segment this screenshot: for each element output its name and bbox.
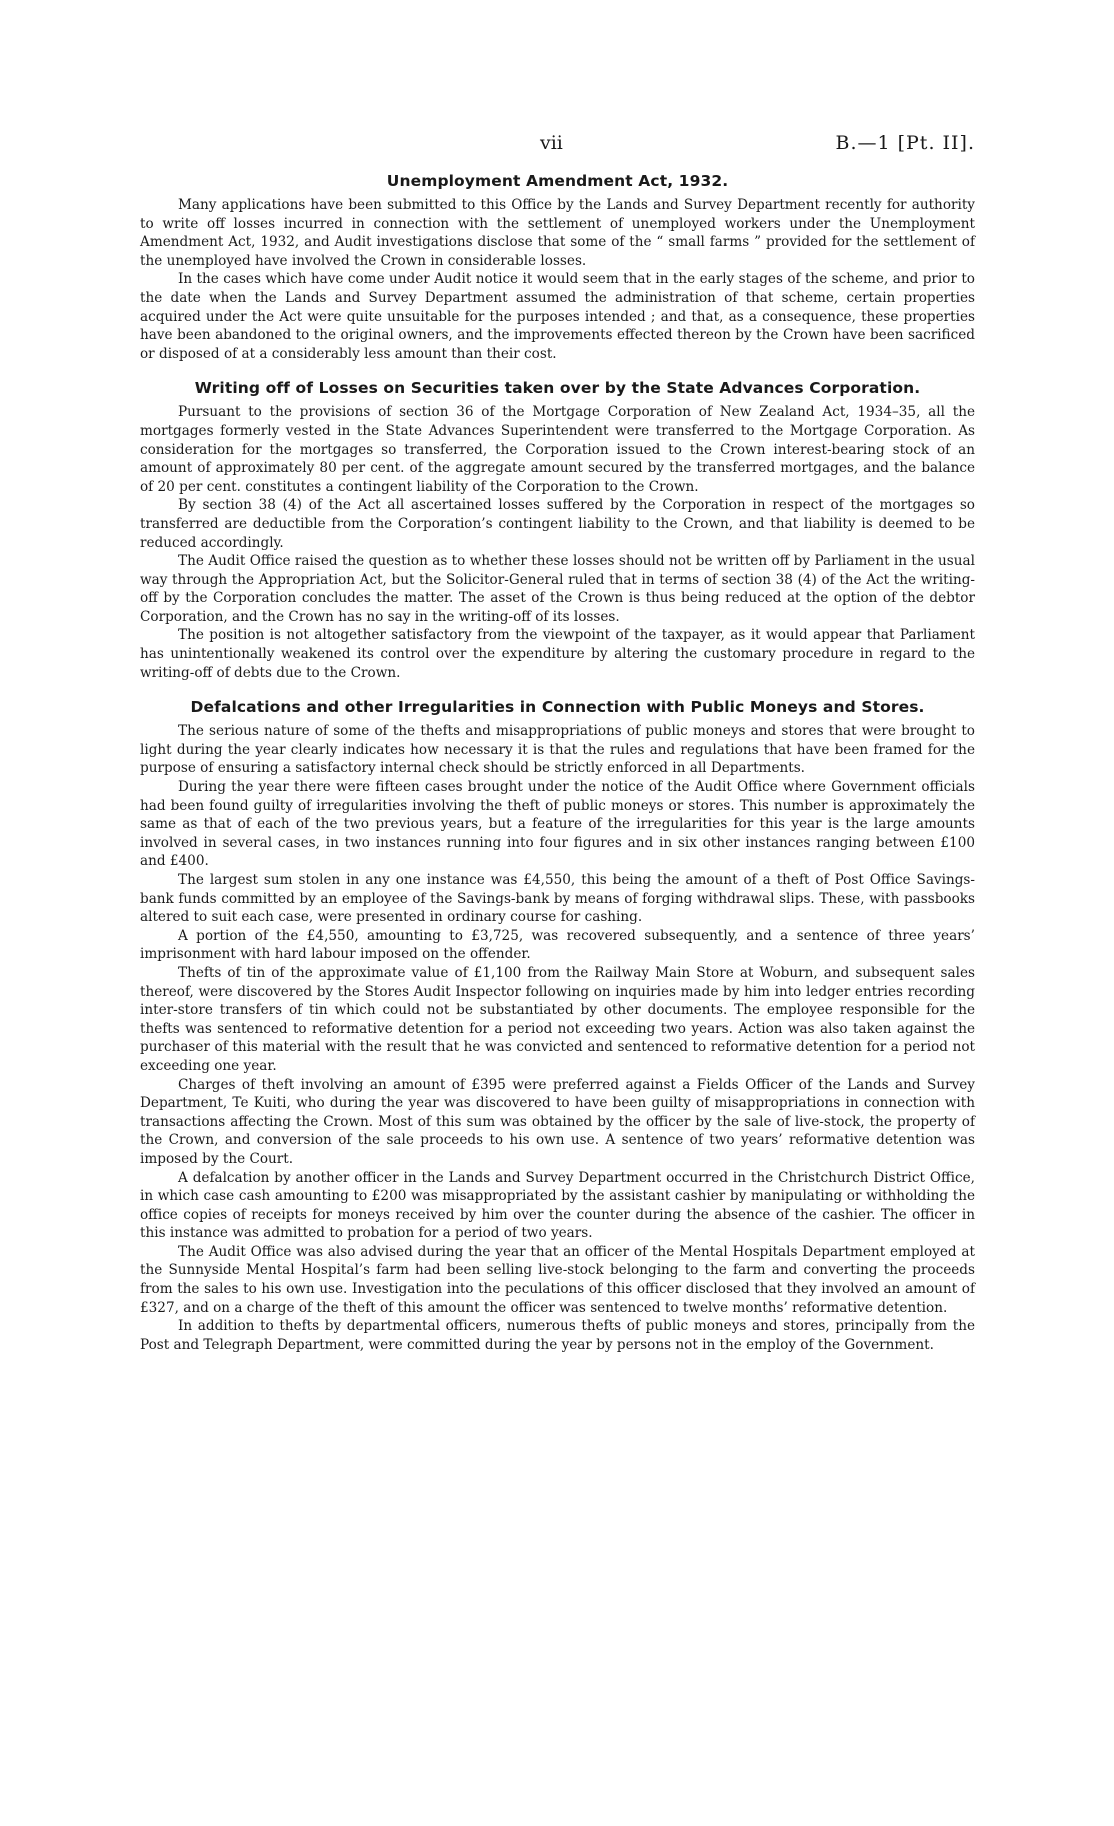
paragraph: In addition to thefts by departmental officers, numerous thefts of public moneys and stores, principally from the Post and Telegraph Department, were committed during the year by persons not in the employ of the Government. bbox=[140, 1318, 975, 1353]
paragraph: The largest sum stolen in any one instance was £4,550, this being the amount of a theft of Post Office Savings-bank funds committed by an employee of the Savings-bank by means of forging withdrawal slips. These, with passbooks altered to suit each case, were presented in ordinary course for cashing. bbox=[140, 872, 975, 926]
paragraph: A portion of the £4,550, amounting to £3,725, was recovered subsequently, and a sentence of three years’ imprisonment with hard labour imposed on the offender. bbox=[140, 927, 975, 963]
section-heading: Unemployment Amendment Act, 1932. bbox=[386, 172, 729, 190]
page-number: vii bbox=[540, 132, 563, 154]
section-unemployment-amendment bbox=[140, 172, 975, 363]
paragraph: The position is not altogether satisfactory from the viewpoint of the taxpayer, as it would appear that Parliament has unintentionally weakened its control over the expenditure by altering the customary procedure in regard to the writing-off of debts due to the Crown. bbox=[140, 627, 975, 681]
paragraph: The Audit Office raised the question as to whether these losses should not be written off by Parliament in the usual way through the Appropriation Act, but the Solicitor-General ruled that in terms of section 38 (4) of the Act the writing-off by the Corporation concludes the matter. The asset of the Crown is thus being reduced at the option of the debtor Corporation, and the Crown has no say in the writing-off of its losses. bbox=[140, 553, 975, 625]
page-header bbox=[140, 120, 975, 160]
paragraph: By section 38 (4) of the Act all ascertained losses suffered by the Corporation in respect of the mortgages so transferred are deductible from the Corporation’s contingent liability to the Crown, and that liability is deemed to be reduced accordingly. bbox=[140, 497, 975, 551]
section-heading: Writing off of Losses on Securities taken over by the State Advances Corporation. bbox=[194, 379, 921, 398]
paragraph: Many applications have been submitted to this Office by the Lands and Survey Department recently for authority to write off losses incurred in connection with the settlement of unemployed workers under the Unemployment Amendment Act, 1932, and Audit investigations disclose that some of the “ small farms ” provided for the settlement of the unemployed have involved the Crown in considerable losses. bbox=[140, 197, 975, 269]
paragraph: The serious nature of some of the thefts and misappropriations of public moneys and stores that were brought to light during the year clearly indicates how necessary it is that the rules and regulations that have been framed for the purpose of ensuring a satisfactory internal check should be strictly enforced in all Departments. bbox=[140, 723, 975, 777]
paragraph: The Audit Office was also advised during the year that an officer of the Mental Hospitals Department employed at the Sunnyside Mental Hospital’s farm had been selling live-stock belonging to the farm and converting the proceeds from the sales to his own use. Investigation into the peculations of this officer disclosed that they involved an amount of £327, and on a charge of the theft of this amount the officer was sentenced to twelve months’ reformative detention. bbox=[140, 1243, 975, 1316]
document-page bbox=[140, 120, 975, 1354]
paragraph: Pursuant to the provisions of section 36 of the Mortgage Corporation of New Zealand Act, 1934–35, all the mortgages formerly vested in the State Advances Superintendent were transferred to the Mortgage Corporation. As consideration for the mortgages so transferred, the Corporation issued to the Crown interest-bearing stock of an amount of approximately 80 per cent. of the aggregate amount secured by the transferred mortgages, and the balance of 20 per cent. constitutes a contingent liability of the Corporation to the Crown. bbox=[140, 404, 975, 495]
section-defalcations bbox=[140, 698, 975, 1354]
paragraph: In the cases which have come under Audit notice it would seem that in the early stages of the scheme, and prior to the date when the Lands and Survey Department assumed the administration of that scheme, certain properties acquired under the Act were quite unsuitable for the purposes intended ; and that, as a consequence, these properties have been abandoned to the original owners, and the improvements effected thereon by the Crown have been sacrificed or disposed of at a considerably less amount than their cost. bbox=[140, 271, 975, 362]
section-writing-off-losses bbox=[140, 379, 975, 682]
paragraph: A defalcation by another officer in the Lands and Survey Department occurred in the Christchurch District Office, in which case cash amounting to £200 was misappropriated by the assistant cashier by manipulating or withholding the office copies of receipts for moneys received by him over the counter during the absence of the cashier. The officer in this instance was admitted to probation for a period of two years. bbox=[140, 1169, 975, 1242]
section-heading: Defalcations and other Irregularities in Connection with Public Moneys and Stores. bbox=[190, 698, 925, 717]
paragraph: During the year there were fifteen cases brought under the notice of the Audit Office where Government officials had been found guilty of irregularities involving the theft of public moneys or stores. This number is approximately the same as that of each of the two previous years, but a feature of the irregularities for this year is the large amounts involved in several cases, in two instances running into four figures and in six other instances ranging between £100 and £400. bbox=[140, 779, 975, 870]
paragraph: Charges of theft involving an amount of £395 were preferred against a Fields Officer of the Lands and Survey Department, Te Kuiti, who during the year was discovered to have been guilty of misappropriations in connection with transactions affecting the Crown. Most of this sum was obtained by the officer by the sale of live-stock, the property of the Crown, and conversion of the sale proceeds to his own use. A sentence of two years’ reformative detention was imposed by the Court. bbox=[140, 1076, 975, 1167]
document-reference: B.—1 [Pt. II]. bbox=[835, 132, 975, 154]
paragraph: Thefts of tin of the approximate value of £1,100 from the Railway Main Store at Woburn, and subsequent sales thereof, were discovered by the Stores Audit Inspector following on inquiries made by him into ledger entries recording inter-store transfers of tin which could not be substantiated by other documents. The employee responsible for the thefts was sentenced to reformative detention for a period not exceeding two years. Action was also taken against the purchaser of this material with the result that he was convicted and sentenced to reformative detention for a period not exceeding one year. bbox=[140, 964, 975, 1074]
